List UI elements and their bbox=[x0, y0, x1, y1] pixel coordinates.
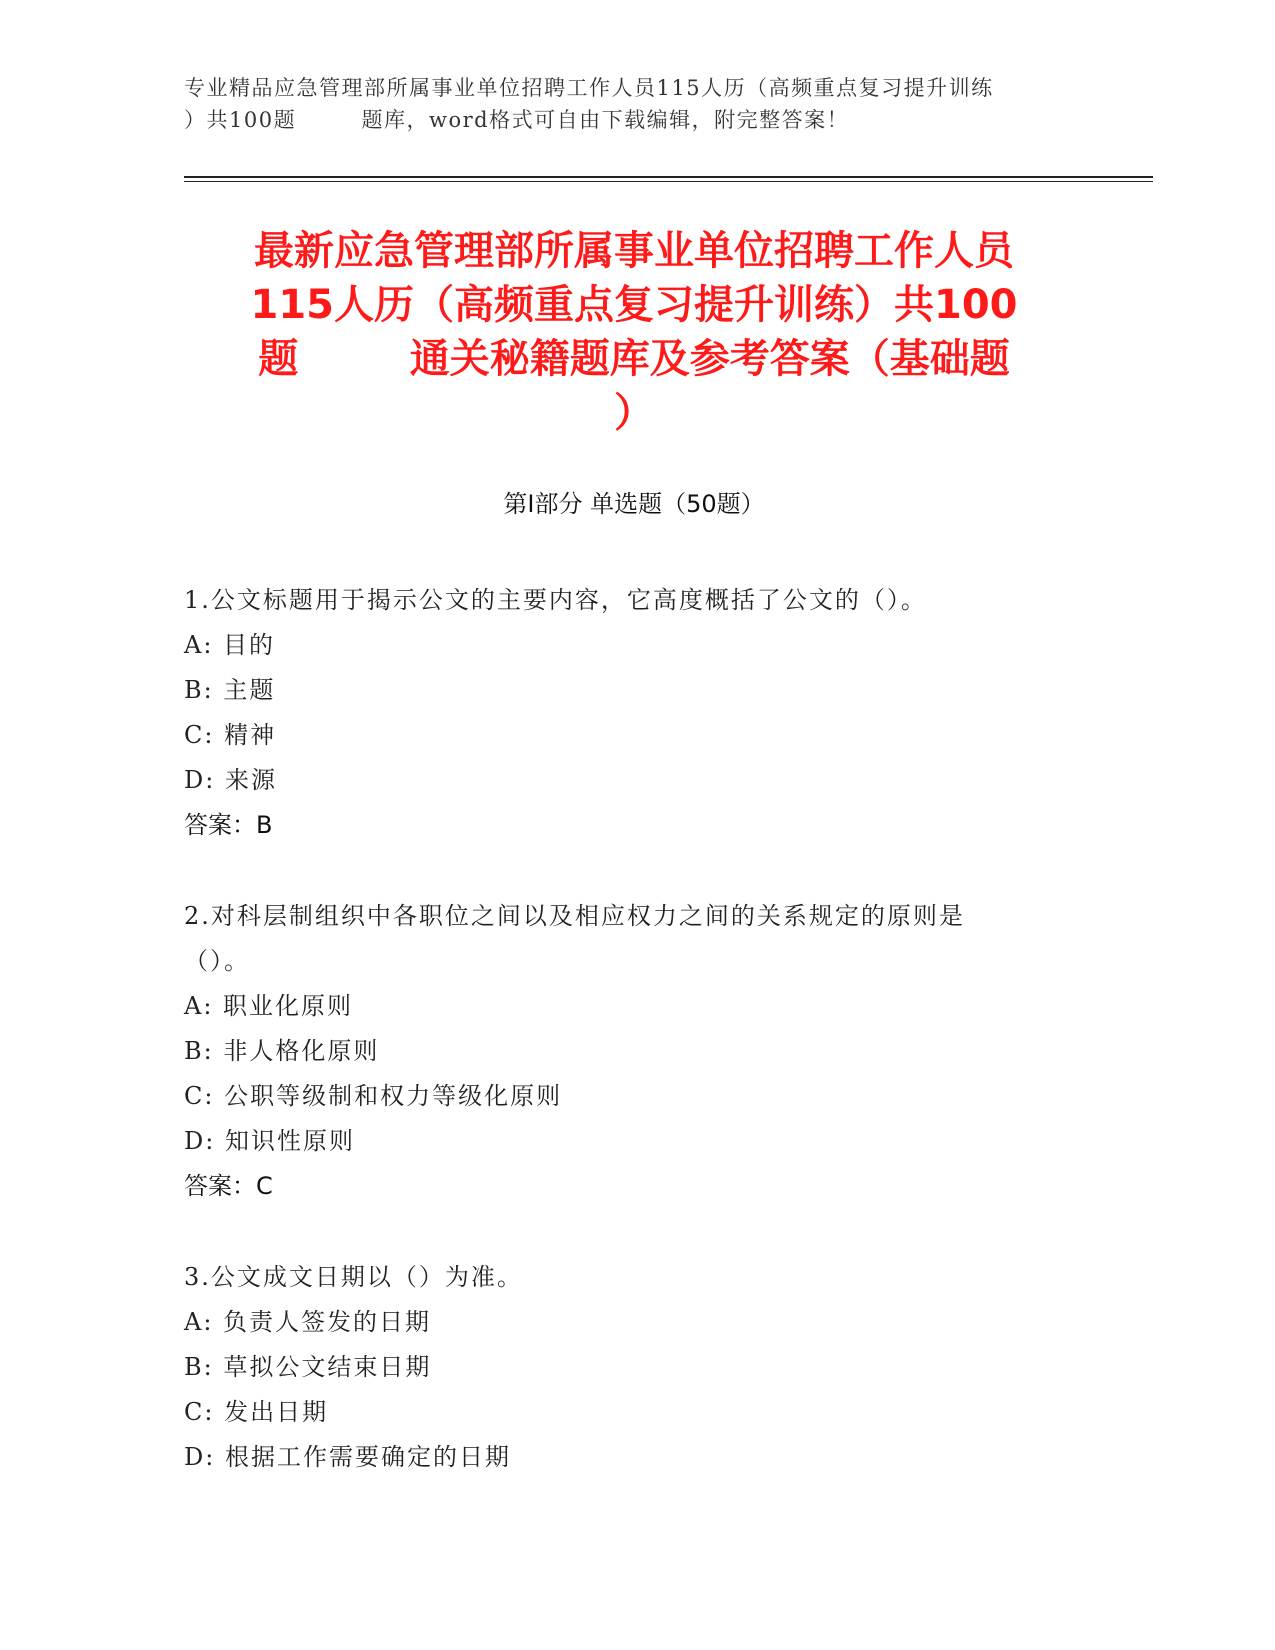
title-line: ） bbox=[614, 390, 654, 436]
question-stem bbox=[184, 578, 1104, 623]
question-item bbox=[184, 894, 1104, 1209]
header-note bbox=[184, 72, 1084, 136]
title-line: 115人历（高频重点复习提升训练）共100 bbox=[250, 282, 1018, 328]
question-stem-line: （）。 bbox=[184, 947, 250, 975]
option-b: B: 非人格化原则 bbox=[184, 1037, 380, 1065]
option-c: C: 发出日期 bbox=[184, 1398, 329, 1426]
option-d: D: 知识性原则 bbox=[184, 1127, 355, 1155]
option-d: D: 来源 bbox=[184, 766, 277, 794]
question-item bbox=[184, 1255, 1104, 1480]
option-a: A: 目的 bbox=[184, 631, 276, 659]
answer-text: 答案：B bbox=[184, 811, 273, 839]
question-stem-line: 1.公文标题用于揭示公文的主要内容，它高度概括了公文的（）。 bbox=[184, 586, 927, 614]
question-stem bbox=[184, 894, 1104, 984]
question-list bbox=[184, 578, 1104, 1526]
header-note-line: 专业精品应急管理部所属事业单位招聘工作人员115人历（高频重点复习提升训练 bbox=[184, 76, 994, 100]
title-line: 题 通关秘籍题库及参考答案（基础题 bbox=[258, 336, 1010, 382]
option-c: C: 精神 bbox=[184, 721, 277, 749]
question-item bbox=[184, 578, 1104, 848]
header-divider bbox=[184, 176, 1153, 178]
document-title bbox=[184, 224, 1084, 440]
header-divider-thin bbox=[184, 181, 1153, 182]
title-line: 最新应急管理部所属事业单位招聘工作人员 bbox=[254, 228, 1014, 274]
header-note-line: ）共100题 题库，word格式可自由下载编辑，附完整答案！ bbox=[184, 108, 850, 132]
question-stem-line: 2.对科层制组织中各职位之间以及相应权力之间的关系规定的原则是 bbox=[184, 902, 965, 930]
answer-text: 答案：C bbox=[184, 1172, 273, 1200]
option-b: B: 草拟公文结束日期 bbox=[184, 1353, 432, 1381]
question-stem bbox=[184, 1255, 1104, 1300]
section-title: 第Ⅰ部分 单选题（50题） bbox=[503, 490, 765, 518]
question-stem-line: 3.公文成文日期以（）为准。 bbox=[184, 1263, 523, 1291]
option-d: D: 根据工作需要确定的日期 bbox=[184, 1443, 511, 1471]
option-a: A: 职业化原则 bbox=[184, 992, 354, 1020]
option-c: C: 公职等级制和权力等级化原则 bbox=[184, 1082, 563, 1110]
option-a: A: 负责人签发的日期 bbox=[184, 1308, 432, 1336]
option-b: B: 主题 bbox=[184, 676, 276, 704]
